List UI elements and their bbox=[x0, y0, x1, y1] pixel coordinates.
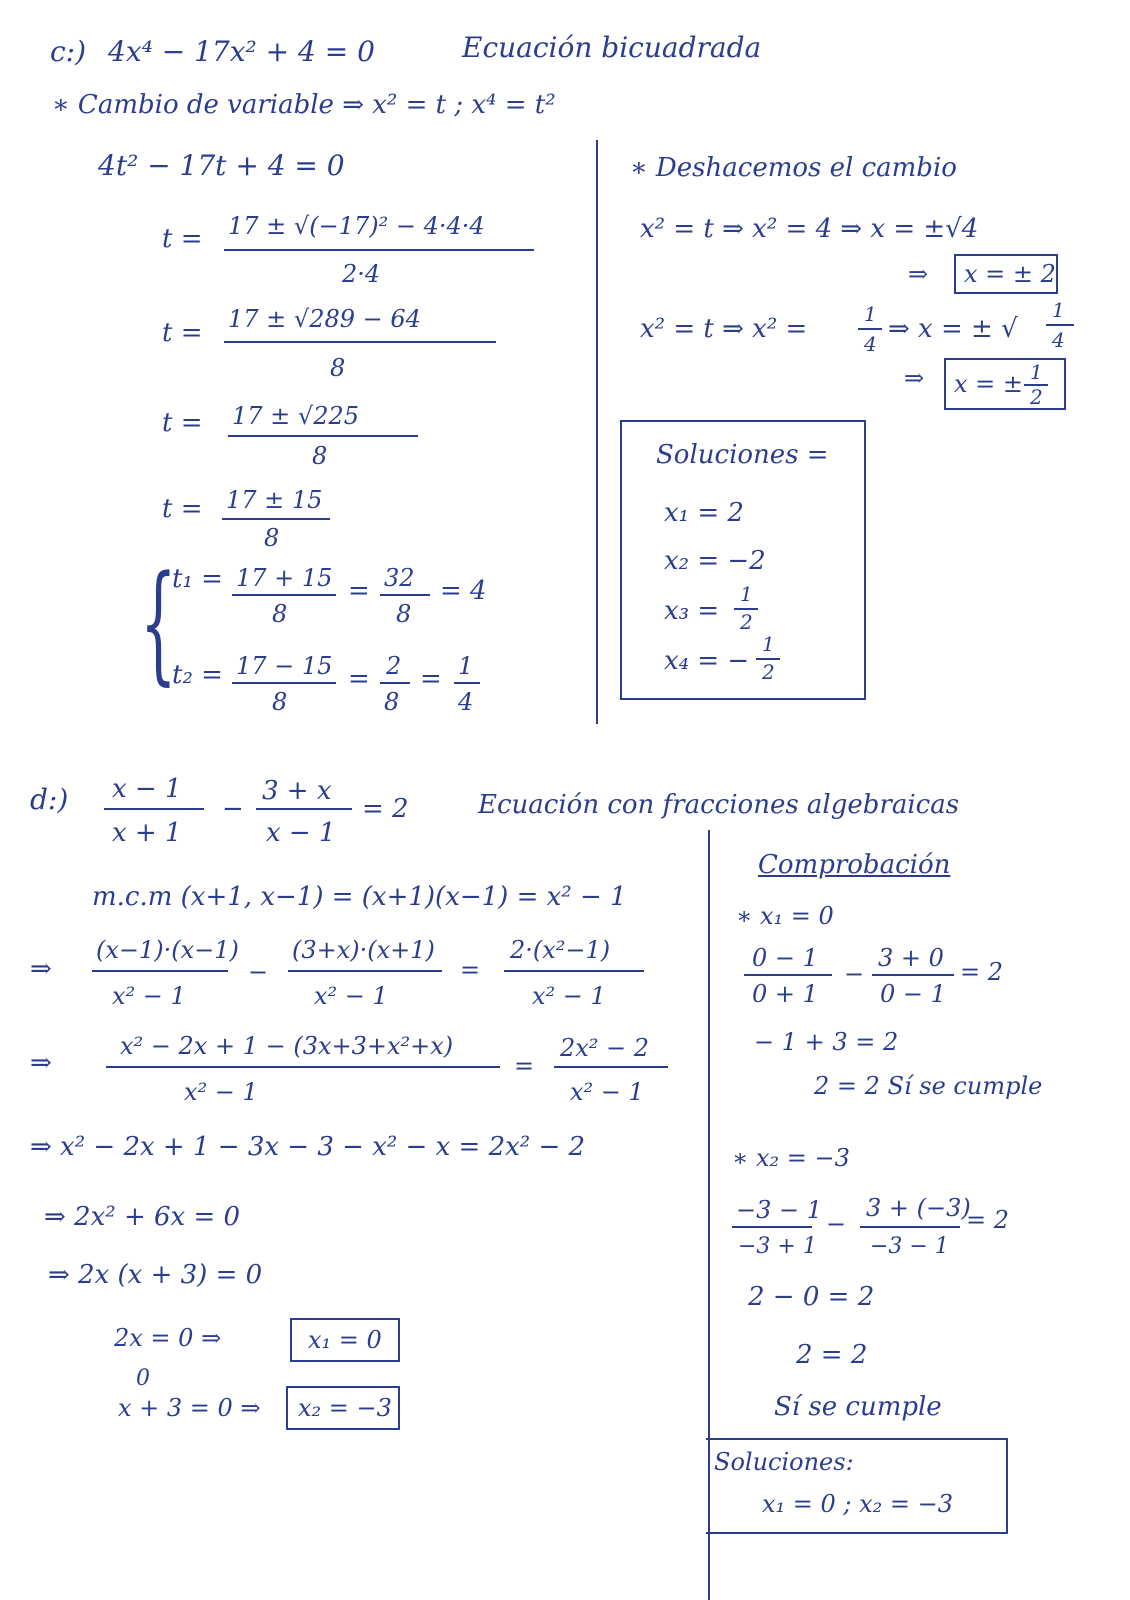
check-x2-bar1 bbox=[732, 1226, 812, 1228]
d-f1-bar bbox=[104, 808, 204, 810]
formula4-bar bbox=[222, 518, 330, 520]
step2-arrow: ⇒ bbox=[30, 1048, 52, 1078]
undo-box2-text: x = ± bbox=[954, 370, 1024, 398]
t1-lhs: t₁ = bbox=[172, 564, 223, 594]
undo-box2-num: 1 bbox=[1030, 360, 1043, 384]
d-box2-text: x₂ = −3 bbox=[298, 1394, 392, 1422]
t1-denominator2: 8 bbox=[396, 600, 412, 628]
formula1-denominator: 2·4 bbox=[342, 260, 381, 288]
step2-bar2 bbox=[554, 1066, 668, 1068]
step1-bar1 bbox=[92, 970, 228, 972]
formula3-denominator: 8 bbox=[312, 442, 328, 470]
step2-numerator: x² − 2x + 1 − (3x+3+x²+x) bbox=[120, 1032, 454, 1060]
check-x1-line2: − 1 + 3 = 2 bbox=[754, 1028, 899, 1056]
t1-numerator2: 32 bbox=[384, 564, 415, 592]
undo-box2 bbox=[944, 358, 1066, 410]
step1-arrow: ⇒ bbox=[30, 954, 52, 984]
zero-note: 0 bbox=[136, 1366, 150, 1391]
check-x1-n2: 3 + 0 bbox=[878, 944, 944, 972]
check-x1-d2: 0 − 1 bbox=[880, 980, 946, 1008]
check-x1-line3: 2 = 2 Sí se cumple bbox=[814, 1072, 1043, 1100]
t2-bar3 bbox=[454, 682, 480, 684]
d-title: Ecuación con fracciones algebraicas bbox=[478, 790, 960, 820]
check-x1-minus: − bbox=[844, 960, 865, 988]
d-solutions-title: Soluciones: bbox=[714, 1448, 854, 1476]
d-label: d:) bbox=[30, 783, 69, 816]
formula4-numerator: 17 ± 15 bbox=[226, 486, 323, 514]
step1-d2: x² − 1 bbox=[314, 982, 388, 1010]
solution-x4-den: 2 bbox=[762, 660, 775, 684]
solutions-title: Soluciones = bbox=[656, 440, 829, 470]
step2-n2: 2x² − 2 bbox=[560, 1034, 650, 1062]
formula2-bar bbox=[224, 341, 496, 343]
c-label: c:) bbox=[50, 35, 87, 68]
c-equation: 4x⁴ − 17x² + 4 = 0 bbox=[108, 35, 375, 68]
undo-line2-frac-bar bbox=[858, 328, 882, 330]
formula2-numerator: 17 ± √289 − 64 bbox=[228, 305, 421, 333]
undo-title: ∗ Deshacemos el cambio bbox=[630, 153, 957, 183]
c-equation-t: 4t² − 17t + 4 = 0 bbox=[98, 149, 345, 182]
t1-numerator: 17 + 15 bbox=[236, 564, 333, 592]
d-f2-numerator: 3 + x bbox=[262, 776, 332, 806]
t2-bar2 bbox=[380, 682, 410, 684]
step1-n2: (3+x)·(x+1) bbox=[292, 936, 435, 964]
t2-numerator3: 1 bbox=[458, 652, 474, 680]
undo-line2: x² = t ⇒ x² = bbox=[640, 314, 808, 344]
undo-box1-text: x = ± 2 bbox=[964, 260, 1056, 288]
undo-line2-arrow: ⇒ bbox=[904, 364, 925, 392]
undo-box2-den: 2 bbox=[1030, 385, 1043, 409]
t2-numerator2: 2 bbox=[386, 652, 402, 680]
step1-bar3 bbox=[504, 970, 644, 972]
step1-n3: 2·(x²−1) bbox=[510, 936, 611, 964]
undo-line2-sqrt-den: 4 bbox=[1052, 328, 1065, 352]
d-f2-bar bbox=[256, 808, 352, 810]
d-equals: = 2 bbox=[362, 794, 409, 824]
d-minus: − bbox=[222, 794, 244, 824]
case1: 2x = 0 ⇒ bbox=[114, 1324, 222, 1352]
undo-box1 bbox=[954, 254, 1058, 294]
case2: x + 3 = 0 ⇒ bbox=[118, 1394, 261, 1422]
solution-x3-den: 2 bbox=[740, 610, 753, 634]
formula1-numerator: 17 ± √(−17)² − 4·4·4 bbox=[228, 212, 485, 240]
check-x2-minus: − bbox=[826, 1210, 847, 1238]
step1-n1: (x−1)·(x−1) bbox=[96, 936, 239, 964]
check-x2-line4: Sí se cumple bbox=[774, 1392, 942, 1422]
t2-denominator3: 4 bbox=[458, 688, 474, 716]
formula1-bar bbox=[224, 249, 534, 251]
solution-x3-num: 1 bbox=[740, 582, 753, 606]
check-x2-bar2 bbox=[860, 1226, 960, 1228]
c-title: Ecuación bicuadrada bbox=[462, 31, 762, 64]
check-x2-eq: = 2 bbox=[966, 1206, 1010, 1234]
check-x1-n1: 0 − 1 bbox=[752, 944, 818, 972]
check-x2-line2: 2 − 0 = 2 bbox=[748, 1282, 875, 1312]
solutions-box bbox=[620, 420, 866, 700]
solution-x4-lhs: x₄ = − bbox=[664, 646, 750, 676]
undo-line2-sqrt-bar bbox=[1046, 324, 1074, 326]
t2-denominator: 8 bbox=[272, 688, 288, 716]
step2-equals: = bbox=[514, 1052, 535, 1080]
t2-equals2: = bbox=[420, 664, 442, 694]
undo-line2-sqrt-num: 1 bbox=[1052, 298, 1065, 322]
system-brace: { bbox=[140, 549, 177, 698]
section-c-divider bbox=[596, 140, 598, 724]
solution-x4-num: 1 bbox=[762, 632, 775, 656]
check-title: Comprobación bbox=[758, 850, 951, 880]
step2-denominator: x² − 1 bbox=[184, 1078, 258, 1106]
t1-equals: = bbox=[348, 576, 370, 606]
formula4-lhs: t = bbox=[162, 494, 203, 524]
formula3-numerator: 17 ± √225 bbox=[232, 402, 360, 430]
d-box1-text: x₁ = 0 bbox=[308, 1326, 382, 1354]
step3: ⇒ x² − 2x + 1 − 3x − 3 − x² − x = 2x² − 2 bbox=[30, 1132, 586, 1162]
t1-result: = 4 bbox=[440, 576, 487, 606]
solution-x1: x₁ = 2 bbox=[664, 498, 744, 528]
c-change-variable: ∗ Cambio de variable ⇒ x² = t ; x⁴ = t² bbox=[52, 90, 556, 120]
t2-denominator2: 8 bbox=[384, 688, 400, 716]
undo-line1: x² = t ⇒ x² = 4 ⇒ x = ±√4 bbox=[640, 214, 979, 244]
check-x2-n2: 3 + (−3) bbox=[866, 1194, 971, 1222]
formula4-denominator: 8 bbox=[264, 524, 280, 552]
check-x1-bar2 bbox=[872, 974, 954, 976]
check-x2-d1: −3 + 1 bbox=[738, 1234, 817, 1259]
t2-lhs: t₂ = bbox=[172, 660, 223, 690]
t2-equals: = bbox=[348, 664, 370, 694]
t2-bar bbox=[232, 682, 336, 684]
d-box2 bbox=[286, 1386, 400, 1430]
d-f1-numerator: x − 1 bbox=[112, 774, 182, 804]
check-x1-bar1 bbox=[744, 974, 832, 976]
step2-bar bbox=[106, 1066, 500, 1068]
check-x2-head: ∗ x₂ = −3 bbox=[732, 1144, 850, 1172]
check-x2-line3: 2 = 2 bbox=[796, 1340, 868, 1370]
step1-equals: = bbox=[460, 956, 481, 984]
undo-line2-frac-num: 1 bbox=[864, 302, 877, 326]
d-box1 bbox=[290, 1318, 400, 1362]
formula2-lhs: t = bbox=[162, 318, 203, 348]
t1-bar bbox=[232, 594, 336, 596]
undo-line1-arrow: ⇒ bbox=[908, 260, 929, 288]
undo-line2-b: ⇒ x = ± √ bbox=[888, 314, 1018, 344]
check-x2-n1: −3 − 1 bbox=[736, 1196, 823, 1224]
step4: ⇒ 2x² + 6x = 0 bbox=[44, 1202, 241, 1232]
formula1-lhs: t = bbox=[162, 224, 203, 254]
step1-d1: x² − 1 bbox=[112, 982, 186, 1010]
t1-denominator: 8 bbox=[272, 600, 288, 628]
d-solutions-values: x₁ = 0 ; x₂ = −3 bbox=[762, 1490, 954, 1518]
d-f2-denominator: x − 1 bbox=[266, 818, 336, 848]
formula2-denominator: 8 bbox=[330, 354, 346, 382]
check-x1-d1: 0 + 1 bbox=[752, 980, 818, 1008]
solution-x3-lhs: x₃ = bbox=[664, 596, 720, 626]
solution-x2: x₂ = −2 bbox=[664, 546, 766, 576]
undo-line2-frac-den: 4 bbox=[864, 332, 877, 356]
t1-bar2 bbox=[380, 594, 430, 596]
check-x1-eq: = 2 bbox=[960, 958, 1004, 986]
step5: ⇒ 2x (x + 3) = 0 bbox=[48, 1260, 263, 1290]
step1-d3: x² − 1 bbox=[532, 982, 606, 1010]
formula3-lhs: t = bbox=[162, 408, 203, 438]
step2-d2: x² − 1 bbox=[570, 1078, 644, 1106]
d-mcm: m.c.m (x+1, x−1) = (x+1)(x−1) = x² − 1 bbox=[92, 882, 627, 912]
t2-numerator: 17 − 15 bbox=[236, 652, 333, 680]
formula3-bar bbox=[228, 435, 418, 437]
d-f1-denominator: x + 1 bbox=[112, 818, 182, 848]
step1-bar2 bbox=[288, 970, 442, 972]
step1-minus: − bbox=[248, 958, 269, 986]
d-solutions-box bbox=[706, 1438, 1008, 1534]
check-x1-head: ∗ x₁ = 0 bbox=[736, 902, 834, 930]
check-x2-d2: −3 − 1 bbox=[870, 1234, 949, 1259]
